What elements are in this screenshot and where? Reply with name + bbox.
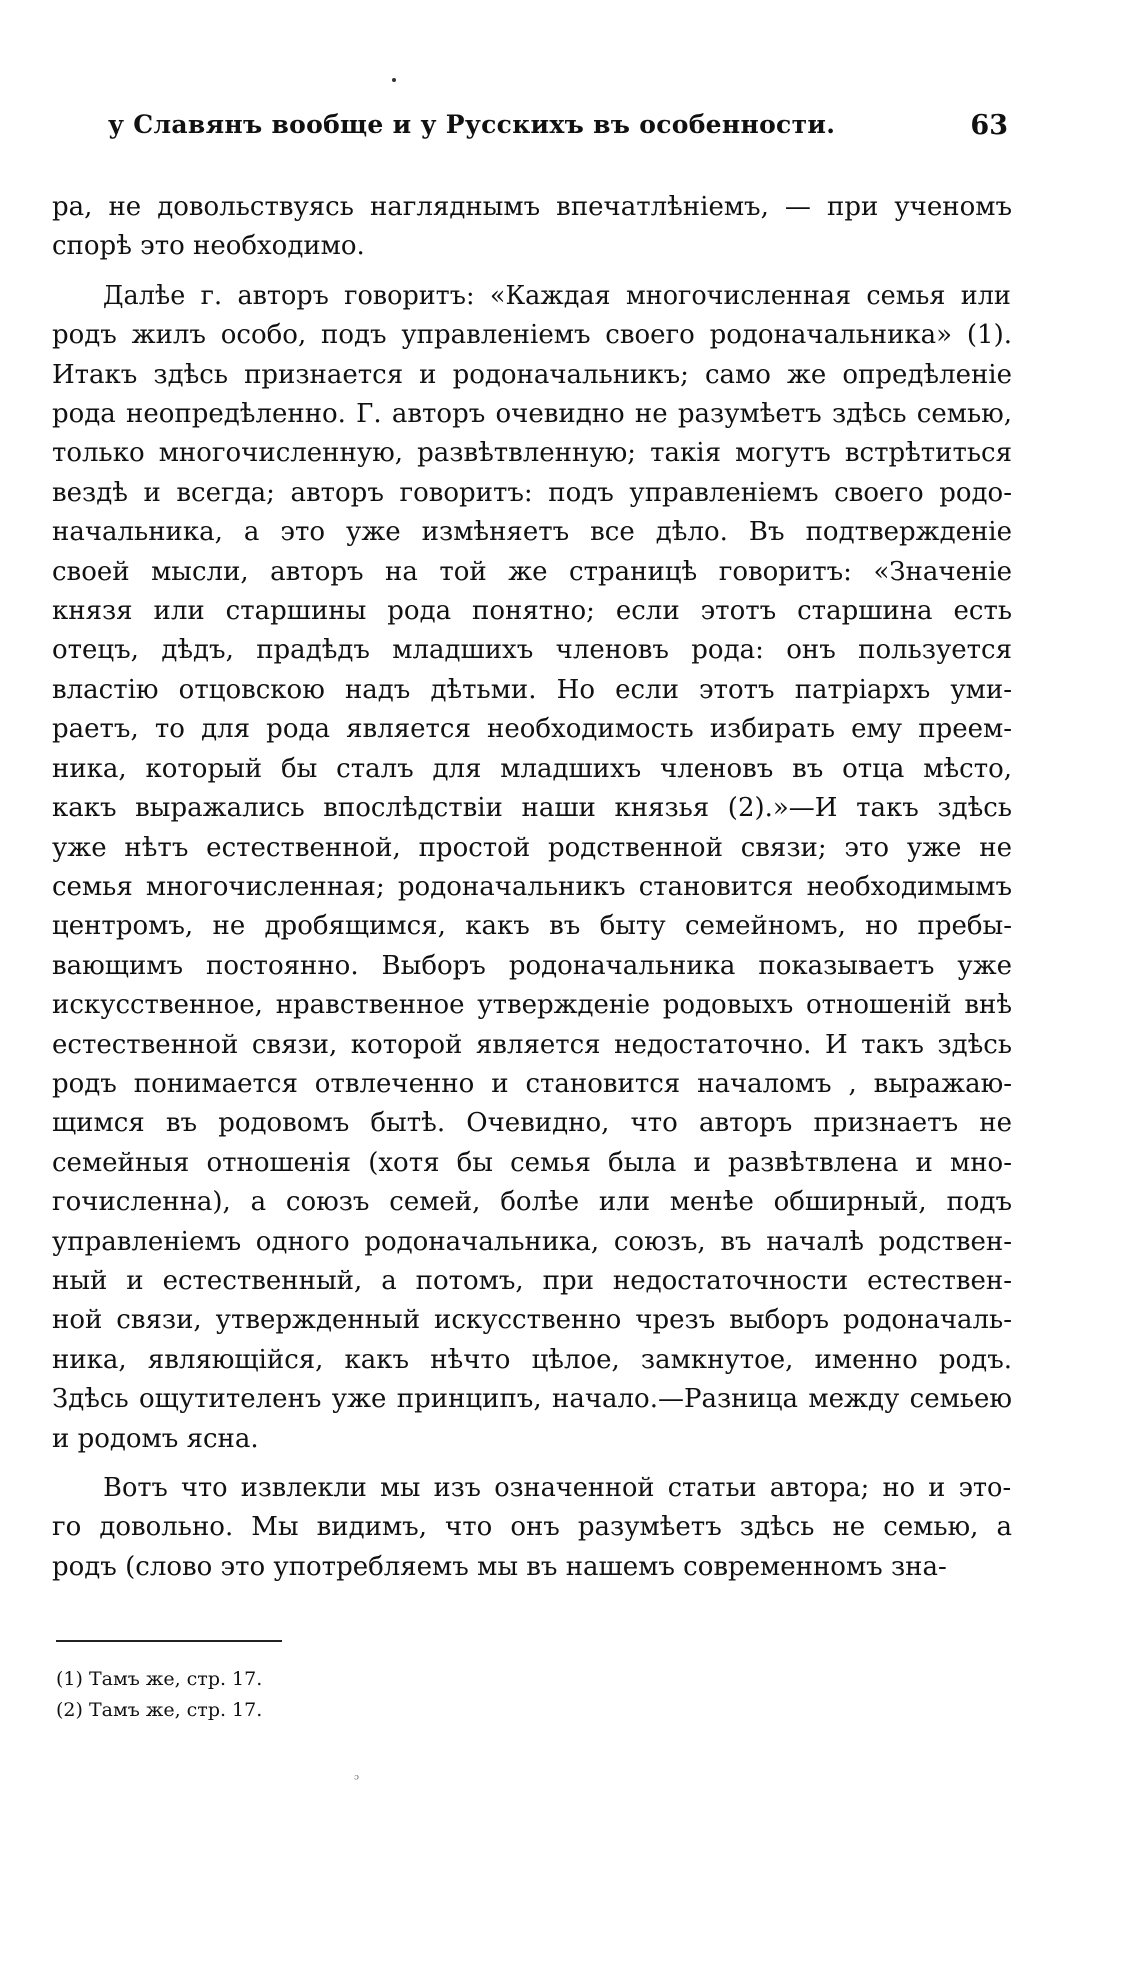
text-line: родъ (слово это употребляемъ мы въ нашемъ современномъ зна-	[52, 1551, 947, 1582]
text-line: какъ выражались впослѣдствіи наши князья (2).»—И такъ здѣсь	[52, 793, 1012, 824]
text-line: вездѣ и всегда; авторъ говоритъ: подъ управленіемъ своего родо-	[52, 477, 1012, 508]
paragraph-gap	[52, 1459, 1012, 1469]
text-line: рода неопредѣленно. Г. авторъ очевидно не разумѣетъ здѣсь семью,	[52, 399, 1012, 430]
text-line: Итакъ здѣсь признается и родоначальникъ; само же опредѣленіе	[52, 359, 1012, 390]
text-line: естественной связи, которой является недостаточно. И такъ здѣсь	[52, 1029, 1012, 1060]
text-line: родъ понимается отвлеченно и становится началомъ , выражаю-	[52, 1068, 1012, 1099]
text-line: уже нѣтъ естественной, простой родственной связи; это уже не	[52, 832, 1012, 863]
text-line: спорѣ это необходимо.	[52, 231, 365, 262]
text-line: го довольно. Мы видимъ, что онъ разумѣетъ здѣсь не семью, а	[52, 1512, 1012, 1543]
text-line: отецъ, дѣдъ, прадѣдъ младшихъ членовъ рода: онъ пользуется	[52, 635, 1012, 666]
printing-speck: ᵓ	[354, 1772, 359, 1788]
text-line: ника, который бы сталъ для младшихъ членовъ въ отца мѣсто,	[52, 753, 1012, 784]
text-line: раетъ, то для рода является необходимость избирать ему преем-	[52, 714, 1012, 745]
paragraph	[52, 188, 1012, 267]
footnote-divider	[56, 1640, 282, 1642]
text-line: родъ жилъ особо, подъ управленіемъ своего родоначальника» (1).	[52, 320, 1012, 351]
paragraph	[52, 1469, 1012, 1587]
text-line: и родомъ ясна.	[52, 1423, 259, 1454]
text-line: ра, не довольствуясь нагляднымъ впечатлѣніемъ, — при ученомъ	[52, 192, 1012, 222]
text-line: центромъ, не дробящимся, какъ въ быту семейномъ, но пребы-	[52, 911, 1012, 942]
paragraph-gap	[52, 267, 1012, 277]
text-line: искусственное, нравственное утвержденіе родовыхъ отношеній внѣ	[52, 990, 1012, 1021]
running-head-title: у Славянъ вообще и у Русскихъ въ особенности.	[108, 110, 836, 139]
text-line: Далѣе г. авторъ говоритъ: «Каждая многочисленная семья или	[102, 280, 1011, 311]
printing-speck	[392, 78, 396, 82]
footnote-1: (1) Тамъ же, стр. 17.	[56, 1668, 263, 1690]
text-line: гочисленна), а союзъ семей, болѣе или менѣе обширный, подъ	[52, 1187, 1012, 1218]
text-line: ной связи, утвержденный искусственно чрезъ выборъ родоначаль-	[52, 1305, 1012, 1336]
text-line: своей мысли, авторъ на той же страницѣ говоритъ: «Значеніе	[52, 556, 1012, 587]
text-line: ный и естественный, а потомъ, при недостаточности естествен-	[52, 1265, 1012, 1296]
running-head	[108, 110, 1008, 150]
text-line: семья многочисленная; родоначальникъ становится необходимымъ	[52, 871, 1012, 902]
text-line: вающимъ постоянно. Выборъ родоначальника показываетъ уже	[52, 950, 1012, 981]
paragraph	[52, 277, 1012, 1459]
text-line: управленіемъ одного родоначальника, союзъ, въ началѣ родствен-	[52, 1226, 1012, 1257]
text-line: князя или старшины рода понятно; если этотъ старшина есть	[52, 596, 1012, 627]
footnotes	[56, 1664, 262, 1726]
text-line: семейныя отношенія (хотя бы семья была и развѣтвлена и мно-	[52, 1147, 1012, 1178]
footnote-2: (2) Тамъ же, стр. 17.	[56, 1699, 263, 1721]
page-number: 63	[970, 110, 1008, 141]
text-line: щимся въ родовомъ бытѣ. Очевидно, что авторъ признаетъ не	[52, 1108, 1012, 1139]
text-line: Вотъ что извлекли мы изъ означенной статьи автора; но и это-	[103, 1473, 1012, 1503]
text-line: только многочисленную, развѣтвленную; такія могутъ встрѣтиться	[52, 438, 1012, 469]
text-line: ника, являющійся, какъ нѣчто цѣлое, замкнутое, именно родъ.	[52, 1344, 1012, 1375]
text-line: начальника, а это уже измѣняетъ все дѣло. Въ подтвержденіе	[52, 517, 1012, 548]
text-line: Здѣсь ощутителенъ уже принципъ, начало.—Разница между семьею	[52, 1384, 1012, 1415]
body-text	[52, 188, 1012, 1587]
text-line: властію отцовскою надъ дѣтьми. Но если этотъ патріархъ уми-	[52, 674, 1012, 705]
